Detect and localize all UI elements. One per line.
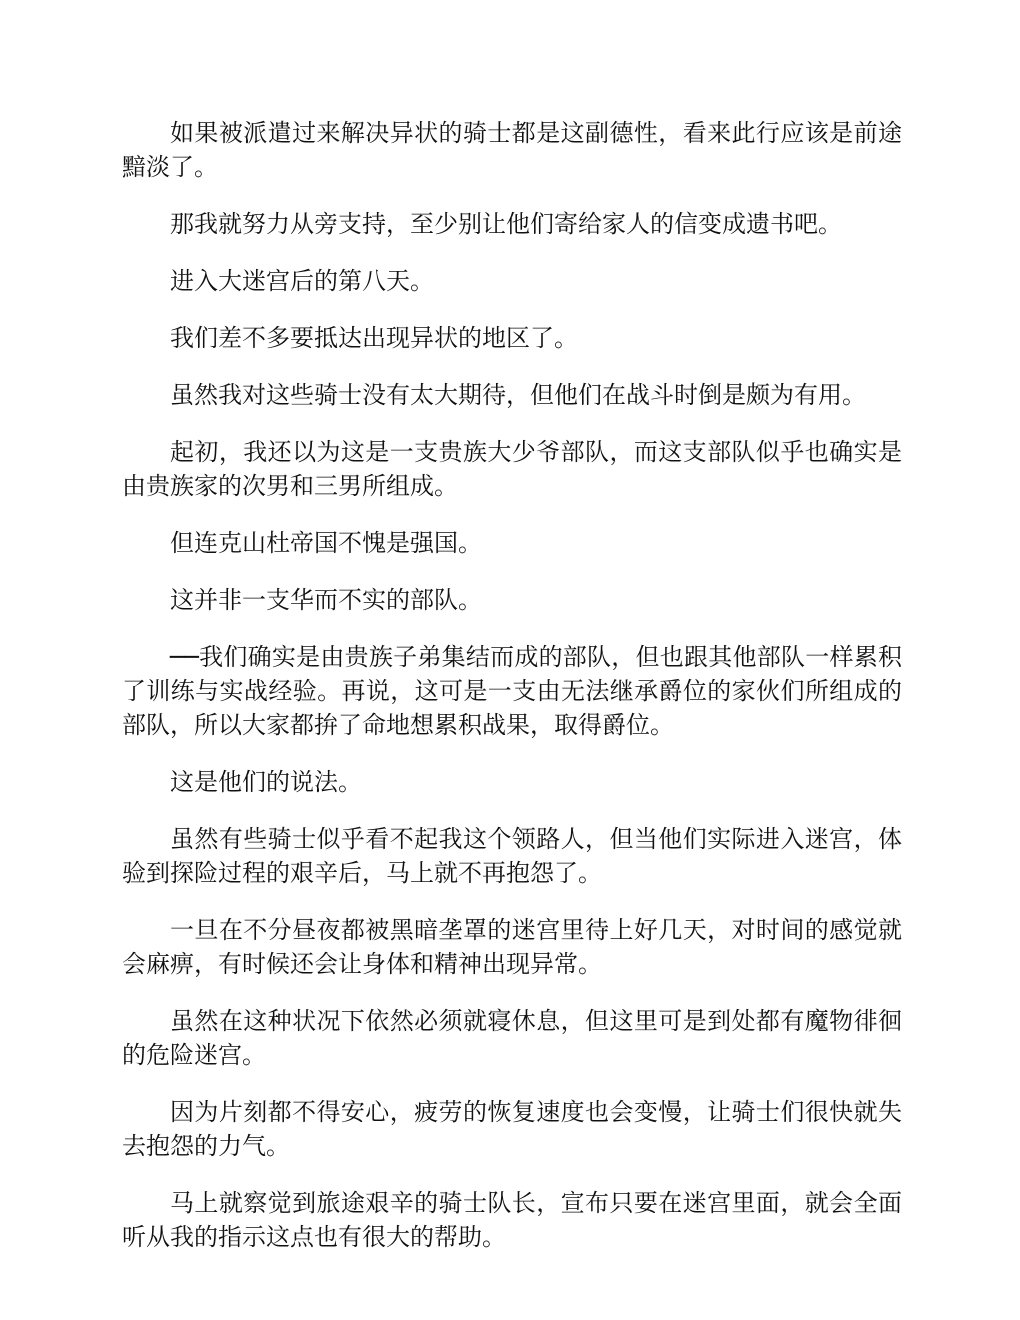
document-page — [122, 116, 902, 1277]
paragraph: 如果被派遣过来解决异状的骑士都是这副德性，看来此行应该是前途黯淡了。 — [122, 119, 902, 181]
paragraph: 一旦在不分昼夜都被黑暗垄罩的迷宫里待上好几天，对时间的感觉就会麻痹，有时候还会让身体和精神出现异常。 — [122, 916, 902, 978]
paragraph: 我们差不多要抵达出现异状的地区了。 — [170, 324, 578, 352]
paragraph: 因为片刻都不得安心，疲劳的恢复速度也会变慢，让骑士们很快就失去抱怨的力气。 — [122, 1098, 902, 1160]
paragraph: 起初，我还以为这是一支贵族大少爷部队，而这支部队似乎也确实是由贵族家的次男和三男所组成。 — [122, 438, 902, 500]
paragraph: ──我们确实是由贵族子弟集结而成的部队，但也跟其他部队一样累积了训练与实战经验。再说，这可是一支由无法继承爵位的家伙们所组成的部队，所以大家都拚了命地想累积战果，取得爵位。 — [122, 643, 902, 739]
paragraph: 这是他们的说法。 — [170, 768, 362, 796]
paragraph: 虽然有些骑士似乎看不起我这个领路人，但当他们实际进入迷宫，体验到探险过程的艰辛后，马上就不再抱怨了。 — [122, 825, 902, 887]
paragraph: 虽然在这种状况下依然必须就寝休息，但这里可是到处都有魔物徘徊的危险迷宫。 — [122, 1007, 902, 1069]
paragraph: 但连克山杜帝国不愧是强国。 — [170, 529, 482, 557]
paragraph: 那我就努力从旁支持，至少别让他们寄给家人的信变成遗书吧。 — [170, 210, 842, 238]
paragraph: 进入大迷宫后的第八天。 — [170, 267, 434, 295]
paragraph: 虽然我对这些骑士没有太大期待，但他们在战斗时倒是颇为有用。 — [170, 381, 866, 409]
paragraph: 马上就察觉到旅途艰辛的骑士队长，宣布只要在迷宫里面，就会全面听从我的指示这点也有很大的帮助。 — [122, 1189, 902, 1251]
paragraph: 这并非一支华而不实的部队。 — [170, 586, 482, 614]
